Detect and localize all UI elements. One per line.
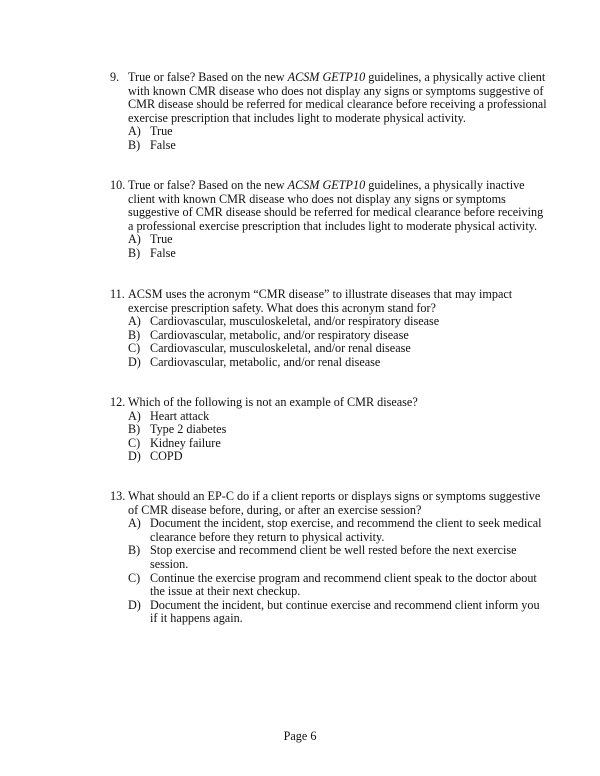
question-number: 12. (110, 395, 126, 409)
option-d: D) COPD (128, 449, 183, 464)
question-stem: ACSM uses the acronym “CMR disease” to illustrate diseases that may impact exercise prescription safety. What does this acronym stand for? (128, 287, 513, 315)
page-number: Page 6 (283, 729, 317, 743)
answer-options (110, 315, 550, 369)
question-11 (110, 288, 550, 370)
guideline-title: ACSM GETP10 (287, 178, 366, 192)
answer-options (110, 517, 550, 626)
answer-options (110, 125, 550, 152)
question-number: 9. (110, 70, 120, 84)
option-c: C) Cardiovascular, musculoskeletal, and/or renal disease (128, 341, 411, 356)
option-a: A) True (128, 232, 173, 247)
answer-options (110, 233, 550, 260)
question-number: 11. (110, 287, 125, 301)
guideline-title: ACSM GETP10 (287, 70, 366, 84)
question-stem: True or false? Based on the new ACSM GETP10 guidelines, a physically active client with known CMR disease who does not display any signs or symptoms suggestive of CMR disease should be referred for medical clearance before receiving a professional exercise prescription that includes light to moderate physical activity. (128, 70, 547, 125)
question-13 (110, 490, 550, 626)
option-b: B) False (128, 137, 176, 152)
option-a: A) Document the incident, stop exercise, and recommend the client to seek medical clearance before they return to physical activity. (128, 516, 542, 544)
question-10 (110, 179, 550, 261)
option-b: B) Type 2 diabetes (128, 422, 227, 437)
option-b: B) Stop exercise and recommend client be well rested before the next exercise session. (128, 543, 517, 571)
option-d: D) Document the incident, but continue exercise and recommend client inform you if it happens again. (128, 597, 540, 626)
option-a: A) Heart attack (128, 408, 210, 423)
question-number: 10. (110, 178, 126, 192)
option-c: C) Kidney failure (128, 435, 221, 450)
question-9 (110, 71, 550, 153)
question-number: 13. (110, 489, 126, 503)
question-stem: True or false? Based on the new ACSM GETP10 guidelines, a physically inactive client with known CMR disease who does not display any signs or symptoms suggestive of CMR disease should be referred for medical clearance before receiving a professional exercise prescription that includes light to moderate physical activity. (128, 178, 544, 233)
option-b: B) False (128, 245, 176, 260)
question-12 (110, 396, 550, 464)
option-c: C) Continue the exercise program and recommend client speak to the doctor about the issue at their next checkup. (128, 570, 537, 599)
option-d: D) Cardiovascular, metabolic, and/or renal disease (128, 354, 381, 369)
question-stem: What should an EP-C do if a client reports or displays signs or symptoms suggestive of CMR disease before, during, or after an exercise session? (128, 489, 541, 517)
question-stem: Which of the following is not an example of CMR disease? (128, 395, 418, 409)
option-a: A) Cardiovascular, musculoskeletal, and/or respiratory disease (128, 314, 440, 329)
answer-options (110, 410, 550, 464)
option-b: B) Cardiovascular, metabolic, and/or respiratory disease (128, 327, 409, 342)
option-a: A) True (128, 124, 173, 139)
